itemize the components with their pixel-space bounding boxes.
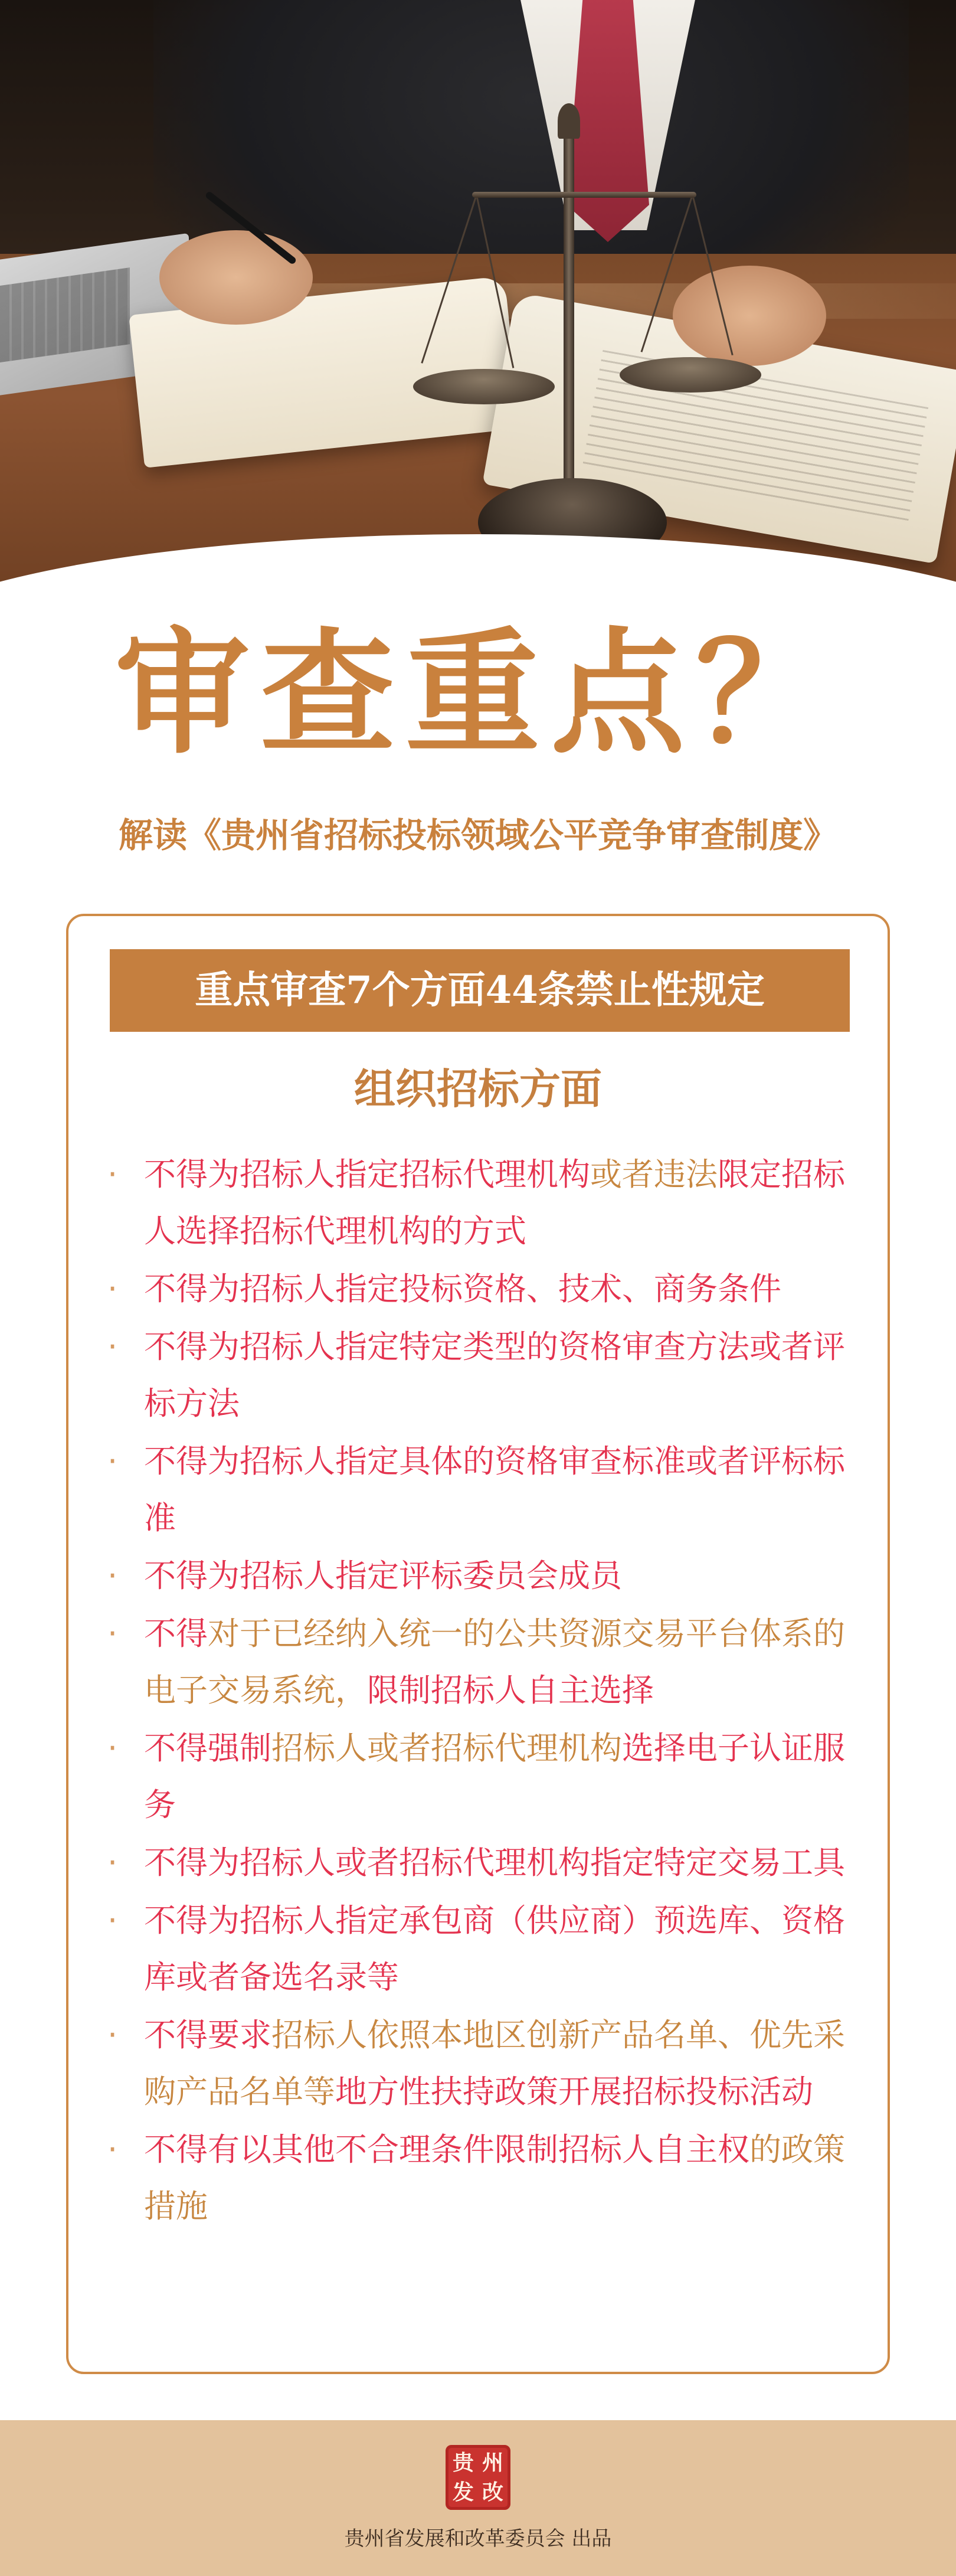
rule-highlight-text: 指定评标委员会成员: [335, 1557, 622, 1594]
seal-char: 改: [482, 2480, 503, 2505]
rule-highlight-text: 不得强制: [144, 1730, 271, 1767]
bullet-dot: ·: [107, 1902, 118, 1939]
bullet-dot: ·: [107, 2131, 118, 2168]
scale-post: [564, 112, 574, 502]
hero-image: [0, 0, 956, 596]
seal-logo: [446, 2445, 510, 2510]
rule-text: 或者违法: [590, 1156, 718, 1193]
bullet-dot: ·: [107, 1443, 118, 1480]
rule-highlight-text: 不得为招标人或者招标代理机构: [144, 1844, 590, 1881]
bullet-dot: ·: [107, 1557, 118, 1594]
hero-hand-left: [159, 230, 313, 325]
publisher-credit: 贵州省发展和改革委员会 出品: [344, 2527, 612, 2551]
rule-highlight-text: 选择电子认证服务: [144, 1730, 845, 1823]
rule-highlight-text: 不得为招标人: [144, 1156, 335, 1193]
rule-highlight-text: 指定具体的资格审查标准或者评标标准: [144, 1443, 845, 1537]
scale-pan-left: [413, 369, 555, 404]
rule-highlight-text: 指定招标代理机构: [335, 1156, 590, 1193]
section-heading: 组织招标方面: [354, 1064, 602, 1113]
rule-text: 的政策措施: [144, 2131, 845, 2225]
rule-highlight-text: 不得有以其他不合理条件限制招标人自主权: [144, 2131, 749, 2168]
rule-text: 招标人或者招标代理机构: [271, 1730, 622, 1767]
card-banner: 重点审查7个方面44条禁止性规定: [110, 949, 850, 1032]
rule-item: [104, 1433, 871, 1547]
rule-item: [104, 1892, 871, 2006]
rule-item: [104, 1606, 871, 1719]
seal-char: 贵: [452, 2450, 474, 2475]
page-subtitle: 解读《贵州省招标投标领域公平竞争审查制度》: [118, 815, 837, 855]
bullet-dot: ·: [107, 1270, 118, 1307]
rules-list: [104, 1146, 871, 2236]
rule-item: [104, 1835, 871, 1891]
footer: [0, 2420, 956, 2576]
rule-item: [104, 2007, 871, 2120]
rule-highlight-text: 限定招标人选择招标代理机构的方式: [144, 1156, 845, 1250]
rule-highlight-text: 不得为招标人: [144, 1443, 335, 1480]
rule-highlight-text: 不得为招标人: [144, 1557, 335, 1594]
seal-char: 州: [482, 2450, 503, 2475]
rule-highlight-text: 指定特定交易工具: [590, 1844, 845, 1881]
scale-pan-right: [620, 357, 761, 393]
rule-text: 招标人依照本地区创新产品名单、优先采购产品名单等: [144, 2016, 845, 2110]
page-title: 审查重点？: [115, 615, 841, 772]
rule-highlight-text: 不得: [144, 1615, 208, 1652]
hero-hand-right: [673, 266, 826, 366]
scale-beam: [472, 192, 696, 198]
bullet-dot: ·: [107, 1730, 118, 1767]
rule-text: 对于已经纳入统一的公共资源交易平台体系的电子交易系统，: [144, 1615, 845, 1709]
seal-char: 发: [452, 2480, 474, 2505]
rule-highlight-text: 不得要求: [144, 2016, 271, 2054]
rule-highlight-text: 指定特定类型的资格审查方法或者评标方法: [144, 1328, 845, 1422]
content-card: [66, 914, 890, 2374]
rule-item: [104, 1548, 871, 1604]
rule-item: [104, 1261, 871, 1318]
rule-item: [104, 1146, 871, 1260]
rule-highlight-text: 限制招标人自主选择: [367, 1672, 654, 1709]
rule-item: [104, 1319, 871, 1432]
rule-highlight-text: 不得为招标人: [144, 1328, 335, 1365]
rule-highlight-text: 指定投标资格、技术、商务条件: [335, 1270, 781, 1307]
rule-highlight-text: 不得为招标人: [144, 1270, 335, 1307]
rule-highlight-text: 指定承包商（供应商）预选库、资格库或者备选名录等: [144, 1902, 845, 1996]
bullet-dot: ·: [107, 1328, 118, 1365]
scale-top: [558, 103, 580, 139]
rule-item: [104, 2121, 871, 2235]
rule-highlight-text: 地方性扶持政策开展招标投标活动: [335, 2073, 813, 2110]
bullet-dot: ·: [107, 2016, 118, 2054]
bullet-dot: ·: [107, 1615, 118, 1652]
rule-item: [104, 1720, 871, 1833]
bullet-dot: ·: [107, 1844, 118, 1881]
bullet-dot: ·: [107, 1156, 118, 1193]
rule-highlight-text: 不得为招标人: [144, 1902, 335, 1939]
